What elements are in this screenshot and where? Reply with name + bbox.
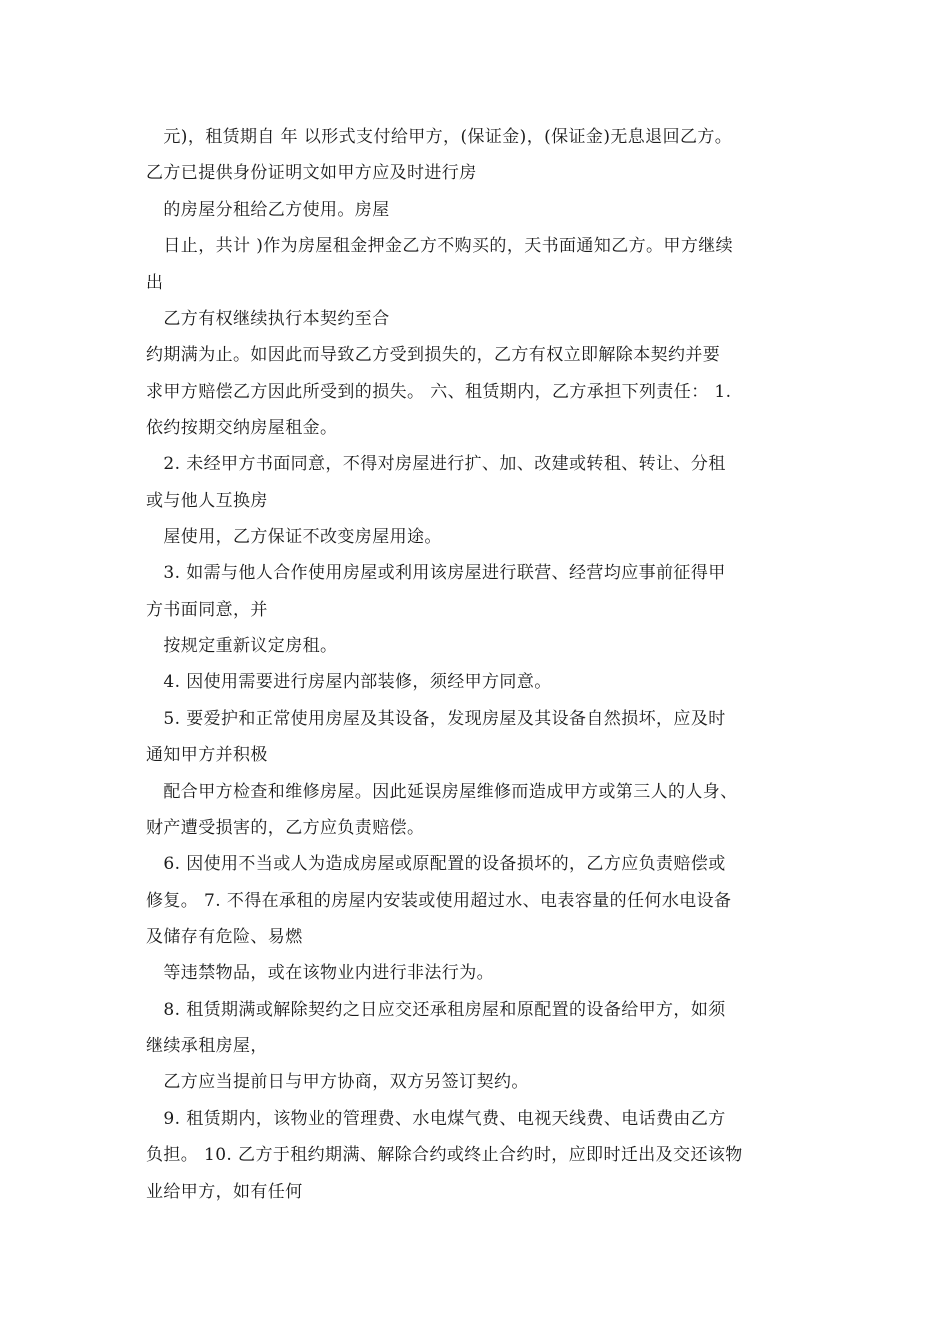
text-line-13: 3. 如需与他人合作使用房屋或利用该房屋进行联营、经营均应事前征得甲 [146,563,726,583]
text-line-6: 乙方有权继续执行本契约至合 [146,309,390,329]
text-line-3: 的房屋分租给乙方使用。房屋 [146,200,390,220]
text-line-4: 日止，共计 )作为房屋租金押金乙方不购买的，天书面通知乙方。甲方继续 [146,236,734,256]
text-line-19: 配合甲方检查和维修房屋。因此延误房屋维修而造成甲方或第三人的人身、 [146,782,738,802]
text-line-18: 通知甲方并积极 [146,745,268,765]
text-line-23: 及储存有危险、易燃 [146,927,303,947]
text-line-12: 屋使用，乙方保证不改变房屋用途。 [146,527,442,547]
text-line-1: 元)，租赁期自 年 以形式支付给甲方，(保证金)，(保证金)无息退回乙方。 [146,127,733,147]
text-line-10: 2. 未经甲方书面同意，不得对房屋进行扩、加、改建或转租、转让、分租 [146,454,726,474]
text-line-28: 9. 租赁期内，该物业的管理费、水电煤气费、电视天线费、电话费由乙方 [146,1109,726,1129]
text-line-7: 约期满为止。如因此而导致乙方受到损失的，乙方有权立即解除本契约并要 [146,345,721,365]
text-line-14: 方书面同意，并 [146,600,268,620]
text-line-27: 乙方应当提前日与甲方协商，双方另签订契约。 [146,1072,529,1092]
text-line-21: 6. 因使用不当或人为造成房屋或原配置的设备损坏的，乙方应负责赔偿或 [146,854,726,874]
text-line-20: 财产遭受损害的，乙方应负责赔偿。 [146,818,425,838]
text-line-17: 5. 要爱护和正常使用房屋及其设备，发现房屋及其设备自然损坏，应及时 [146,709,726,729]
text-line-29: 负担。 10. 乙方于租约期满、解除合约或终止合约时，应即时迁出及交还该物 [146,1145,743,1165]
text-line-30: 业给甲方，如有任何 [146,1182,303,1202]
text-line-26: 继续承租房屋， [146,1036,268,1056]
text-line-22: 修复。 7. 不得在承租的房屋内安装或使用超过水、电表容量的任何水电设备 [146,891,732,911]
text-line-15: 按规定重新议定房租。 [146,636,338,656]
text-line-2: 乙方已提供身份证明文如甲方应及时进行房 [146,163,477,183]
text-line-16: 4. 因使用需要进行房屋内部装修，须经甲方同意。 [146,672,552,692]
text-line-5: 出 [146,273,164,293]
text-line-24: 等违禁物品，或在该物业内进行非法行为。 [146,963,494,983]
text-line-9: 依约按期交纳房屋租金。 [146,418,338,438]
text-line-25: 8. 租赁期满或解除契约之日应交还承租房屋和原配置的设备给甲方，如须 [146,1000,726,1020]
text-line-8: 求甲方赔偿乙方因此所受到的损失。 六、租赁期内，乙方承担下列责任： 1. [146,382,732,402]
text-line-11: 或与他人互换房 [146,491,268,511]
